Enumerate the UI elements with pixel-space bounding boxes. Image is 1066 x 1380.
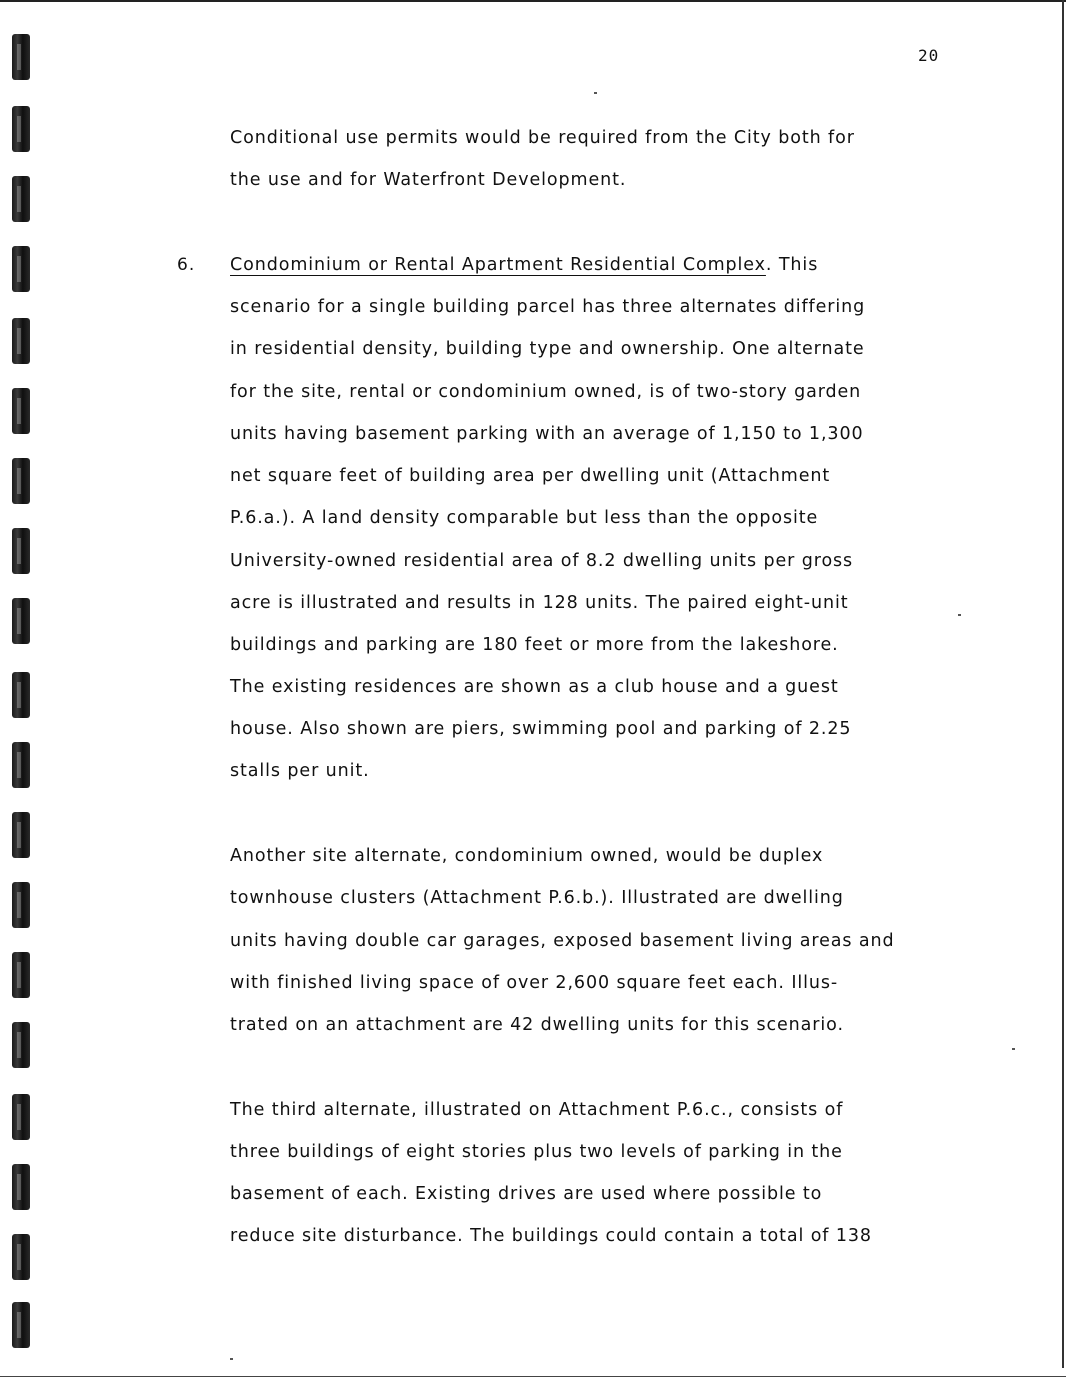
binding-hole bbox=[12, 952, 30, 998]
binding-hole bbox=[12, 1302, 30, 1348]
binding-hole bbox=[12, 812, 30, 858]
item-6-line: P.6.a.). A land density comparable but less than the opposite bbox=[230, 508, 819, 528]
paragraph-2-line: Another site alternate, condominium owned, would be duplex bbox=[230, 846, 824, 866]
paragraph-2-line: with finished living space of over 2,600 square feet each. Illus- bbox=[230, 973, 839, 993]
binding-hole bbox=[12, 882, 30, 928]
item-6-line: for the site, rental or condominium owned, is of two-story garden bbox=[230, 382, 862, 402]
item-6-line: in residential density, building type and ownership. One alternate bbox=[230, 339, 865, 359]
item-6-line: buildings and parking are 180 feet or more from the lakeshore. bbox=[230, 635, 839, 655]
item-6-line: units having basement parking with an average of 1,150 to 1,300 bbox=[230, 424, 864, 444]
scan-speck bbox=[230, 1358, 233, 1360]
paragraph-2-line: townhouse clusters (Attachment P.6.b.). Illustrated are dwelling bbox=[230, 888, 844, 908]
paragraph-1-line: Conditional use permits would be required from the City both for bbox=[230, 128, 855, 148]
paragraph-2-line: trated on an attachment are 42 dwelling units for this scenario. bbox=[230, 1015, 844, 1035]
binding-hole bbox=[12, 528, 30, 574]
binding-hole bbox=[12, 388, 30, 434]
item-6-line: acre is illustrated and results in 128 units. The paired eight-unit bbox=[230, 593, 849, 613]
item-6-line: The existing residences are shown as a club house and a guest bbox=[230, 677, 839, 697]
binding-hole bbox=[12, 176, 30, 222]
paragraph-3-line: reduce site disturbance. The buildings could contain a total of 138 bbox=[230, 1226, 872, 1246]
binding-hole bbox=[12, 106, 30, 152]
paragraph-3-line: three buildings of eight stories plus two levels of parking in the bbox=[230, 1142, 843, 1162]
item-6-line: scenario for a single building parcel has three alternates differing bbox=[230, 297, 866, 317]
binding-hole bbox=[12, 34, 30, 80]
item-6-heading: Condominium or Rental Apartment Residential Complex bbox=[230, 255, 766, 275]
binding-hole bbox=[12, 742, 30, 788]
binding-hole bbox=[12, 1164, 30, 1210]
scan-speck bbox=[958, 614, 961, 616]
scan-speck bbox=[594, 92, 597, 94]
binding-holes bbox=[8, 0, 38, 1380]
binding-hole bbox=[12, 598, 30, 644]
binding-hole bbox=[12, 672, 30, 718]
page-edge-right bbox=[1062, 0, 1064, 1368]
item-number: 6. bbox=[177, 255, 196, 275]
paragraph-3-line: The third alternate, illustrated on Attachment P.6.c., consists of bbox=[230, 1100, 844, 1120]
page-edge-bottom bbox=[0, 1376, 1066, 1377]
binding-hole bbox=[12, 318, 30, 364]
page-edge-top bbox=[0, 0, 1066, 2]
item-6-line: house. Also shown are piers, swimming pool and parking of 2.25 bbox=[230, 719, 852, 739]
paragraph-1-line: the use and for Waterfront Development. bbox=[230, 170, 627, 190]
binding-hole bbox=[12, 458, 30, 504]
item-6-heading-suffix: . This bbox=[765, 255, 819, 275]
item-6-heading-line bbox=[230, 253, 818, 277]
binding-hole bbox=[12, 1094, 30, 1140]
page-number: 20 bbox=[918, 46, 940, 65]
binding-hole bbox=[12, 1022, 30, 1068]
binding-hole bbox=[12, 246, 30, 292]
paragraph-3-line: basement of each. Existing drives are used where possible to bbox=[230, 1184, 823, 1204]
item-6-line: stalls per unit. bbox=[230, 761, 370, 781]
binding-hole bbox=[12, 1234, 30, 1280]
scan-speck bbox=[1012, 1048, 1015, 1050]
item-6-line: net square feet of building area per dwelling unit (Attachment bbox=[230, 466, 831, 486]
paragraph-2-line: units having double car garages, exposed basement living areas and bbox=[230, 931, 895, 951]
item-6-line: University-owned residential area of 8.2 dwelling units per gross bbox=[230, 551, 854, 571]
